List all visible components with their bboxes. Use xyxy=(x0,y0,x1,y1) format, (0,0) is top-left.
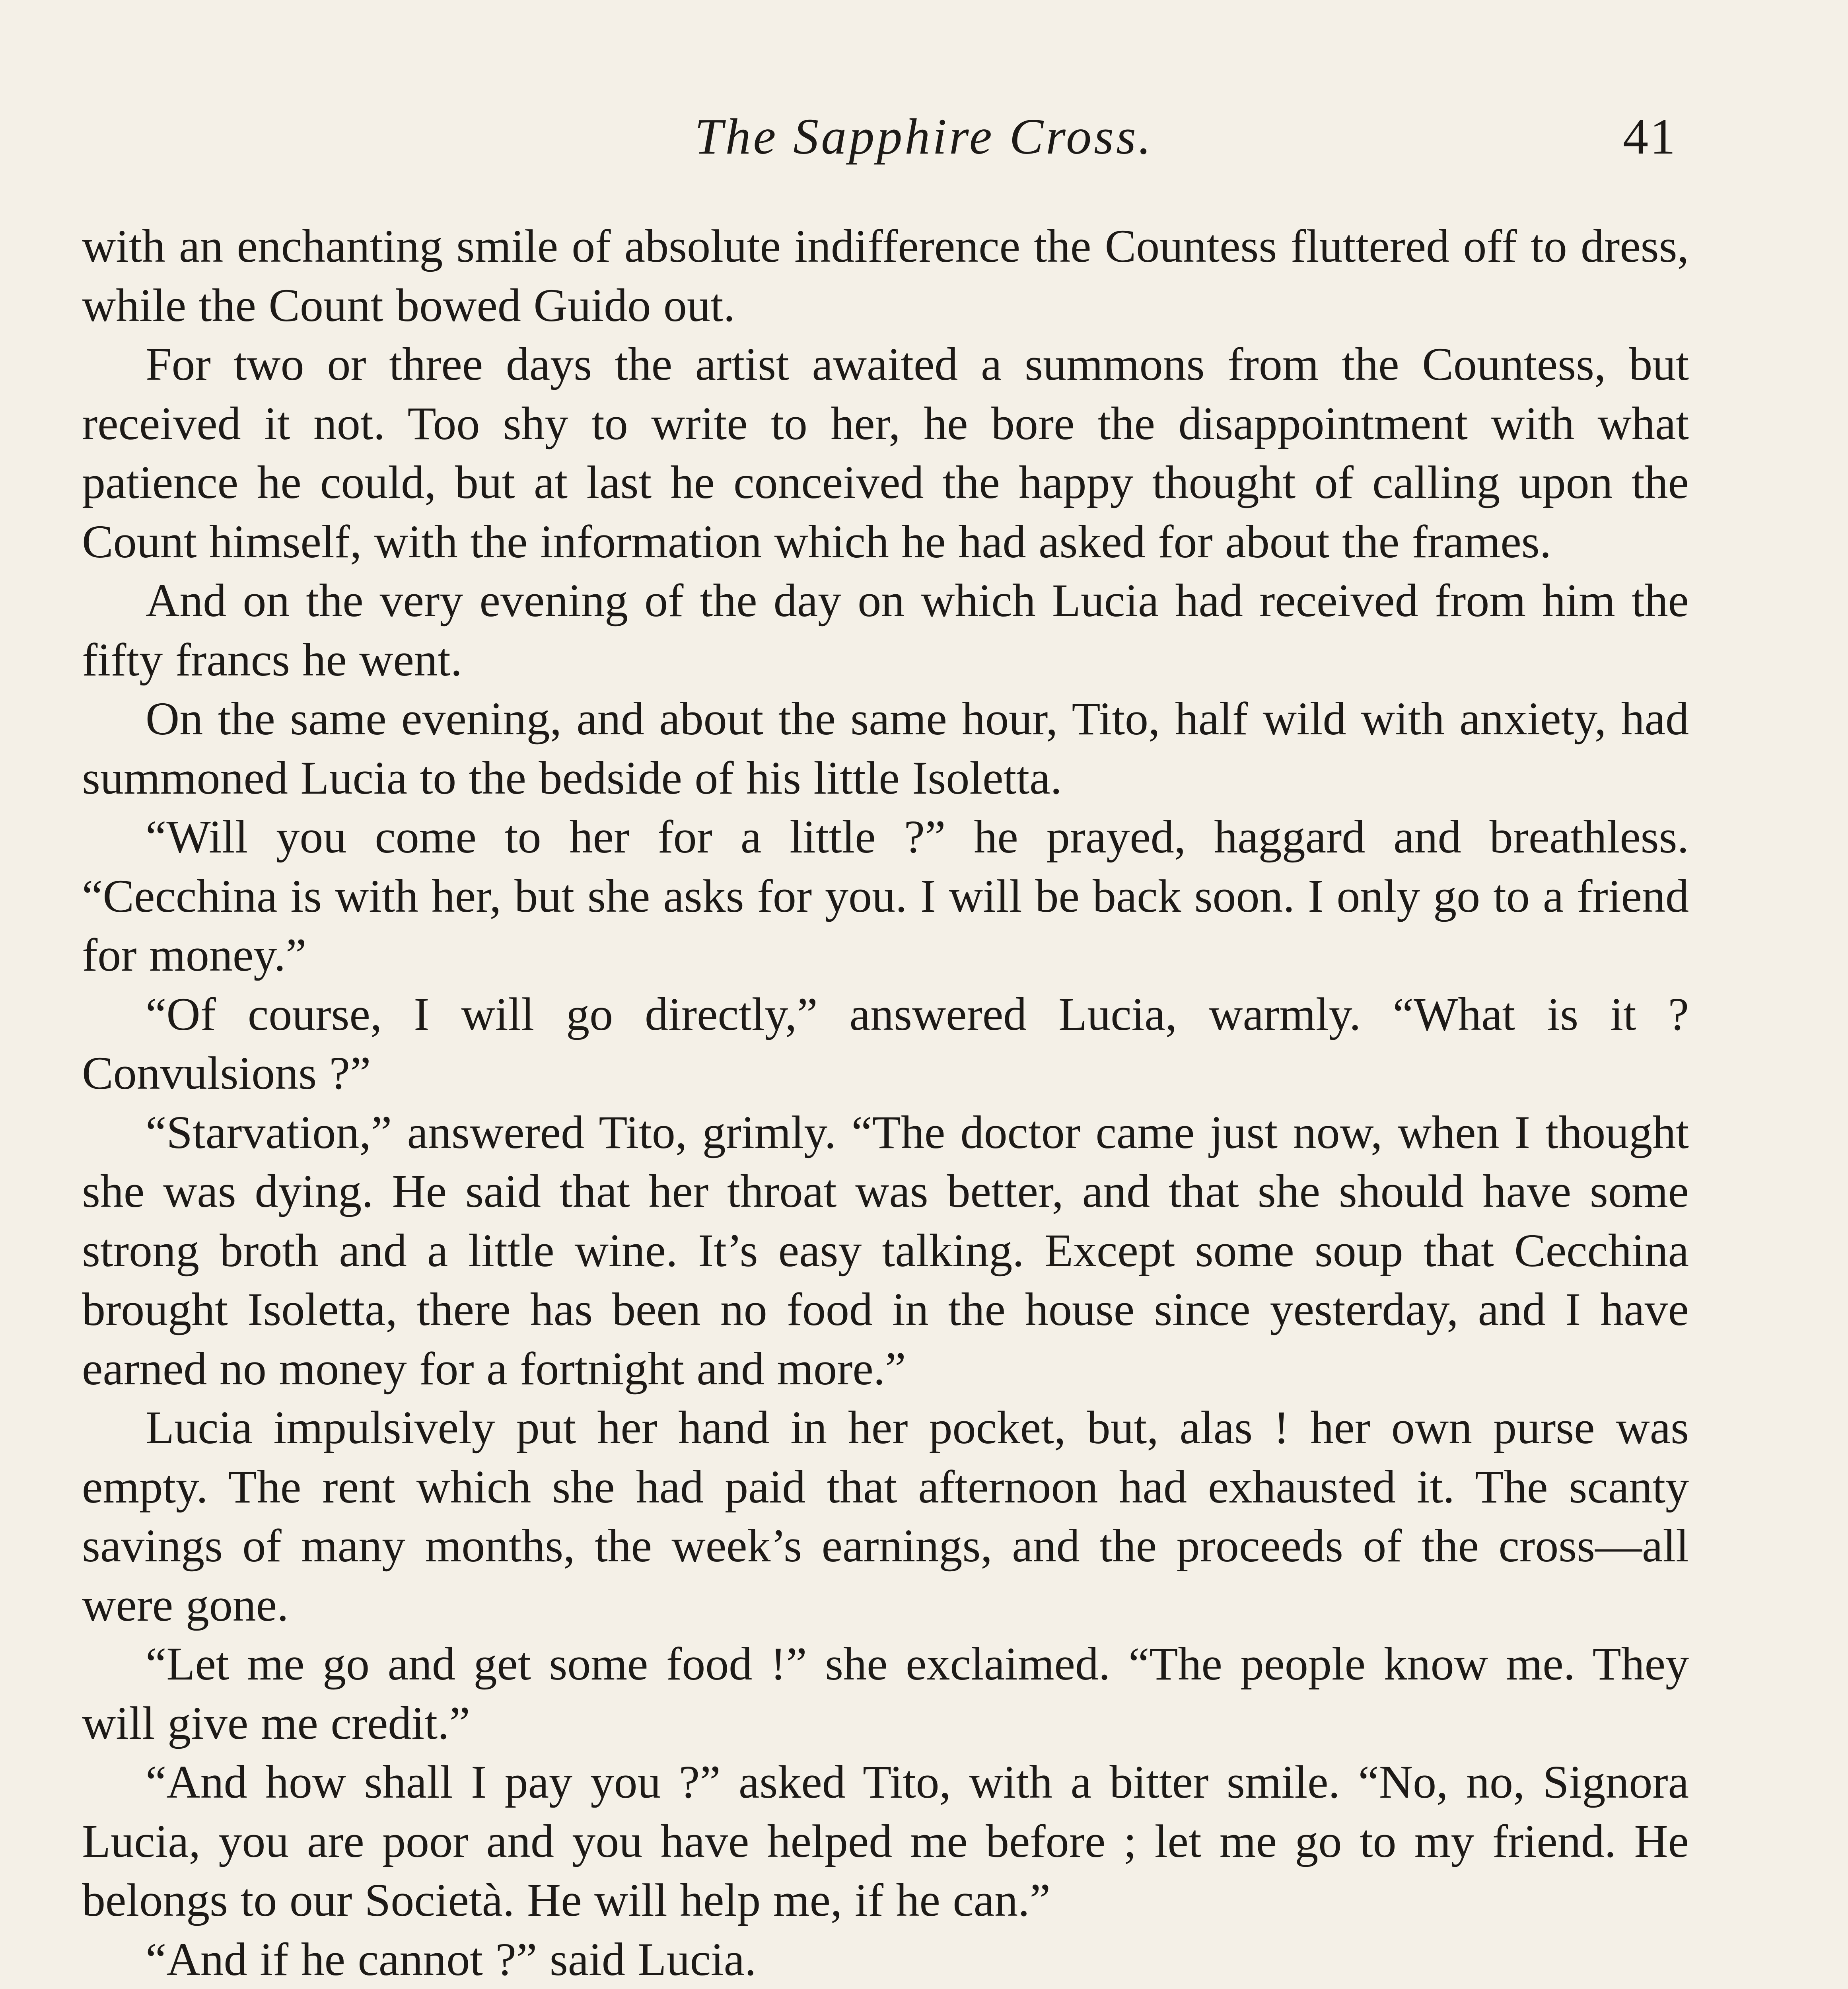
paragraph: “And if he cannot ?” said Lucia. xyxy=(146,1933,757,1985)
paragraph: with an enchanting smile of absolute indifference the Countess fluttered off to dress, while the Count bowed Guido out. xyxy=(82,220,1689,331)
paragraph: And on the very evening of the day on which Lucia had received from him the fifty francs he went. xyxy=(82,574,1689,686)
paragraph: For two or three days the artist awaited a summons from the Countess, but received it not. Too shy to write to her, he bore the disappointment with what patience he could, but at last he conceived the happy thought of calling upon the Count himself, with the information which he had asked for about the frames. xyxy=(82,338,1689,568)
paragraph: Lucia impulsively put her hand in her pocket, but, alas ! her own purse was empty. The rent which she had paid that afternoon had exhausted it. The scanty savings of many months, the week’s earnings, and the proceeds of the cross—all were gone. xyxy=(82,1401,1689,1631)
body-text xyxy=(82,217,1689,1989)
paragraph: “Let me go and get some food !” she exclaimed. “The people know me. They will give me credit.” xyxy=(82,1638,1689,1749)
page-header xyxy=(0,107,1848,167)
paragraph: “Will you come to her for a little ?” he prayed, haggard and breathless. “Cecchina is with her, but she asks for you. I will be back soon. I only go to a friend for money.” xyxy=(82,811,1689,981)
paragraph: “Starvation,” answered Tito, grimly. “The doctor came just now, when I thought she was dying. He said that her throat was better, and that she should have some strong broth and a little wine. It’s easy talking. Except some soup that Cecchina brought Isoletta, there has been no food in the house since yesterday, and I have earned no money for a fortnight and more.” xyxy=(82,1106,1689,1395)
paragraph: “Of course, I will go directly,” answered Lucia, warmly. “What is it ? Convulsions ?” xyxy=(82,988,1689,1099)
paragraph: On the same evening, and about the same hour, Tito, half wild with anxiety, had summoned Lucia to the bedside of his little Isoletta. xyxy=(82,693,1689,804)
running-title: The Sapphire Cross. xyxy=(694,108,1154,165)
page-number: 41 xyxy=(1623,108,1677,165)
paragraph: “And how shall I pay you ?” asked Tito, with a bitter smile. “No, no, Signora Lucia, you are poor and you have helped me before ; let me go to my friend. He belongs to our Società. He will help me, if he can.” xyxy=(82,1756,1689,1926)
